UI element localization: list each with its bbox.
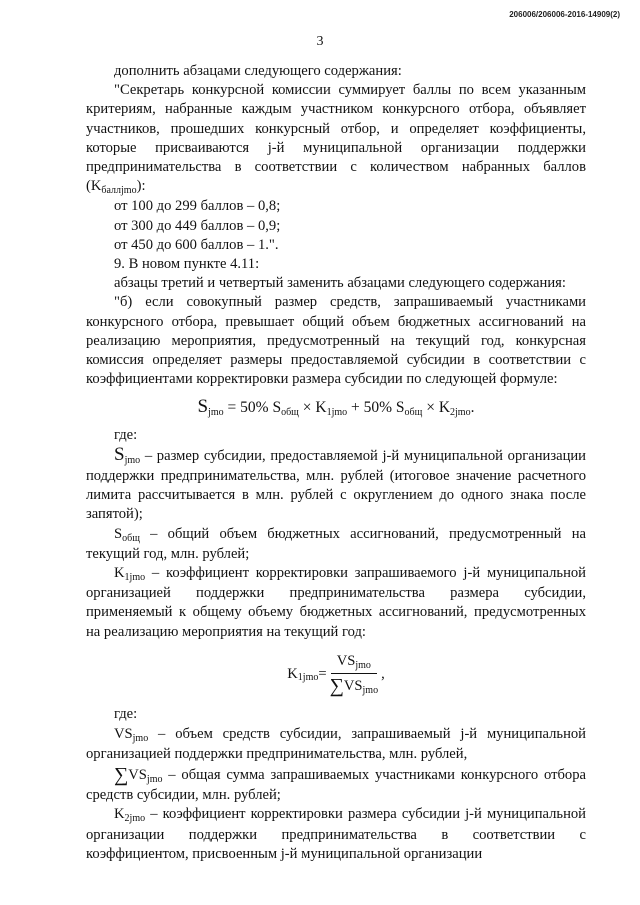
definition-s: $S_{jmo}$ – размер субсидии, предоставляемой j-й муниципальной организации поддержки предпринимательства, млн. рублей (итоговое значение расчетного лимита рассчитывается в млн. рублей с округлением до одного знака после запятой);: [86, 443, 586, 523]
formula-subsidy: Sjmo = 50% Sобщ × K1jmo + 50% Sобщ × K2jmo.: [197, 396, 475, 419]
paragraph-replace: абзацы третий и четвертый заменить абзацами следующего содержания:: [114, 275, 566, 292]
definition-k1: $K_{1jmo}$ – коэффициент корректировки запрашиваемого j-й муниципальной организацией поддержки предпринимательства размера субсидии, применяемый к общему объему бюджетных ассигнований, предусмотренных на реализацию мероприятия на текущий год:: [86, 565, 586, 640]
definition-vs: $VS_{jmo}$ – объем средств субсидии, запрашиваемый j-й муниципальной организацией поддержки предпринимательства, млн. рублей,: [86, 725, 586, 762]
paragraph-b: "б) если совокупный размер средств, запрашиваемый участниками конкурсного отбора, превышает общий объем бюджетных ассигнований на реализацию мероприятия, предусмотренный на текущий год, конкурсная комиссия определяет размеры предоставляемой субсидии в соответствии с коэффициентами корректировки размера субсидии по следующей формуле:: [86, 294, 586, 388]
k-ball-symbol: $K_{баллjmo}$: [90, 178, 137, 197]
fraction: $\frac{VS_{jmo}}{\sum VS_{jmo}}$: [329, 652, 379, 698]
where-label-1: где:: [114, 426, 138, 443]
formula-k1: K 1jmo = $\frac{VS_{jmo}}{\sum VS_{jmo}}$ ,: [287, 652, 385, 698]
range-item-1: от 100 до 299 баллов – 0,8;: [114, 198, 281, 215]
document-id: 206006/206006-2016-14909(2): [509, 10, 620, 19]
paragraph-intro: дополнить абзацами следующего содержания:: [114, 63, 402, 79]
where-label-2: где:: [114, 706, 138, 723]
paragraph-secretary: "Секретарь конкурсной комиссии суммирует баллы по всем указанным критериям, набранные каждым участником конкурсного отбора, объявляет участников, прошедших конкурсный отбор, и определяет коэффициенты, которые присваиваются j-й муниципальной организации поддержки предпринимательства в соответствии с количеством набранных баллов $(K_{баллjmo})$:: [86, 82, 586, 197]
definition-k2: $K_{2jmo}$ – коэффициент корректировки размера субсидии j-й муниципальной организации поддержки предпринимательства в соответствии с коэффициентом, присвоенным j-й муниципальной организации: [86, 806, 586, 862]
range-item-3: от 450 до 600 баллов – 1.".: [114, 236, 279, 253]
page-number: 3: [316, 34, 324, 49]
definition-s-obsh: $S_{общ}$ – общий объем бюджетных ассигнований, предусмотренный на текущий год, млн. рублей;: [86, 525, 586, 562]
document-body: [86, 62, 586, 864]
item-9: 9. В новом пункте 4.11:: [114, 256, 260, 273]
definition-sum-vs: $\sum VS_{jmo}$ – общая сумма запрашиваемых участниками конкурсного отбора средств субсидии, млн. рублей;: [86, 763, 586, 804]
range-item-2: от 300 до 449 баллов – 0,9;: [114, 217, 281, 234]
